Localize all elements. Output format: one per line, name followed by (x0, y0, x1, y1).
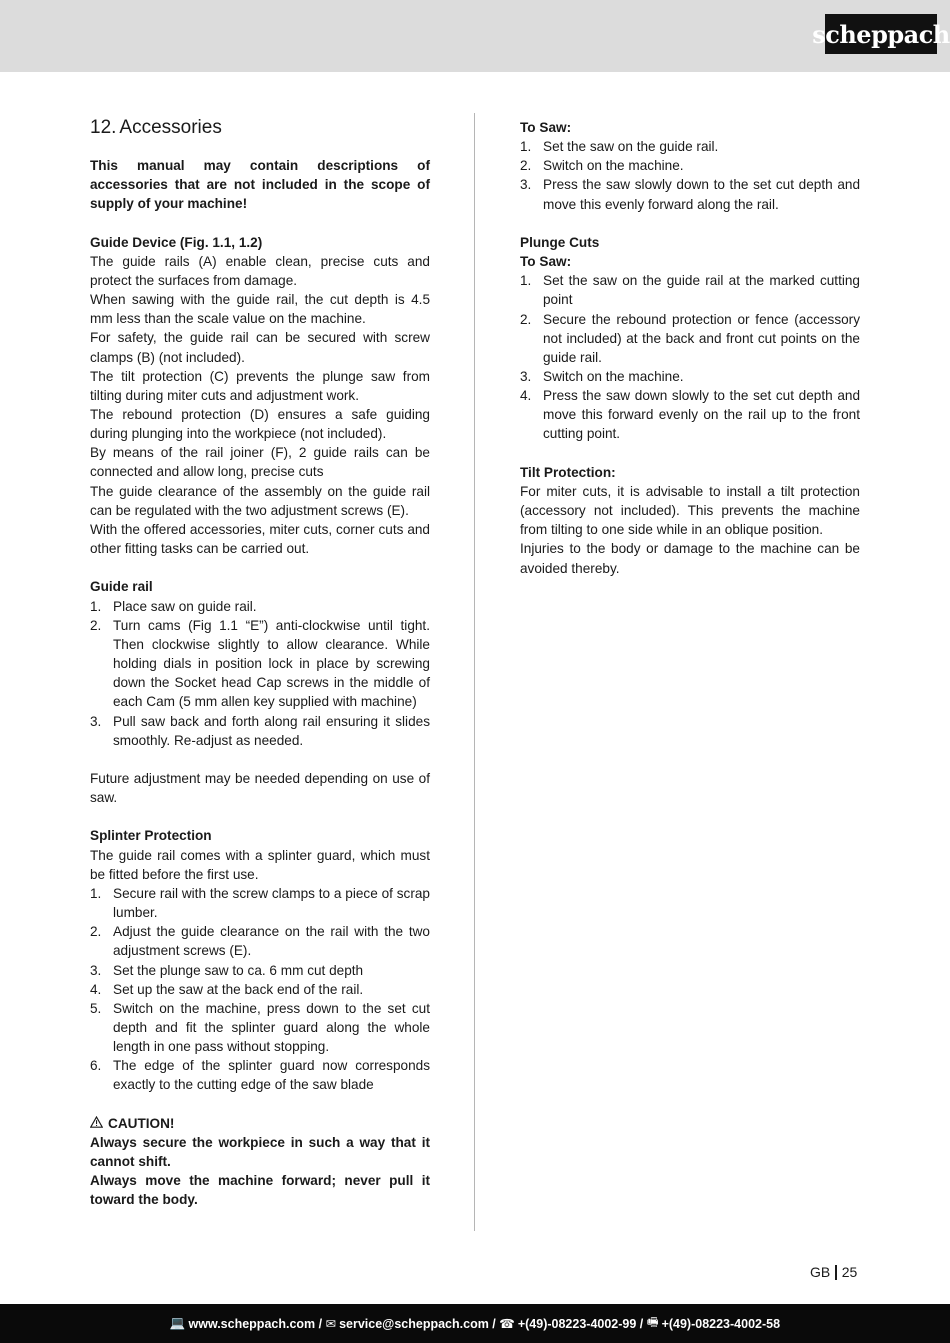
guide-device-paragraph: The tilt protection (C) prevents the plunge saw from tilting during miter cuts and adjustment work. (90, 368, 430, 403)
phone-icon: ☎ (499, 1317, 515, 1331)
intro-note: This manual may contain descriptions of accessories that are not included in the scope of supply of your machine! (90, 158, 430, 212)
section-title (90, 117, 430, 139)
list-item: 1. Place saw on guide rail. (90, 598, 257, 614)
list-item: 4. Press the saw down slowly to the set cut depth and move this forward evenly on the rail up to the front cutting point. (520, 388, 860, 442)
guide-device-paragraph: The guide rails (A) enable clean, precise cuts and protect the surfaces from damage. (90, 253, 430, 288)
plunge-cuts-heading: Plunge Cuts (520, 234, 600, 250)
splinter-intro: The guide rail comes with a splinter guard, which must be fitted before the first use. (90, 847, 430, 882)
page-language: GB (810, 1264, 831, 1280)
guide-device-paragraph: The rebound protection (D) ensures a safe guiding during plunging into the workpiece (not included). (90, 407, 430, 442)
guide-device-paragraph: For safety, the guide rail can be secured with screw clamps (B) (not included). (90, 330, 430, 365)
tilt-protection-heading: Tilt Protection: (520, 464, 616, 480)
guide-device-paragraph: When sawing with the guide rail, the cut depth is 4.5 mm less than the scale value on the machine. (90, 292, 430, 327)
caution-label: CAUTION! (108, 1115, 175, 1131)
footer-email[interactable]: service@scheppach.com (339, 1316, 489, 1331)
guide-device-heading: Guide Device (Fig. 1.1, 1.2) (90, 234, 263, 250)
list-item: 6. The edge of the splinter guard now corresponds exactly to the cutting edge of the saw blade (90, 1058, 430, 1093)
caution-line: Always secure the workpiece in such a way that it cannot shift. (90, 1134, 430, 1170)
footer-phone: +(49)-08223-4002-99 (517, 1316, 637, 1331)
guide-rail-steps (90, 597, 430, 750)
to-saw-heading: To Saw: (520, 120, 572, 135)
list-item: 2. Secure the rebound protection or fence (accessory not included) at the back and front cut points on the guide rail. (520, 311, 860, 365)
section-title-text: Accessories (119, 117, 222, 138)
list-item: 1. Set the saw on the guide rail. (520, 139, 719, 155)
tilt-paragraph: Injuries to the body or damage to the machine can be avoided thereby. (520, 541, 860, 576)
guide-device-paragraph: With the offered accessories, miter cuts, corner cuts and other fitting tasks can be carried out. (90, 521, 430, 557)
footer-website[interactable]: www.scheppach.com (188, 1316, 316, 1331)
list-item: 2. Switch on the machine. (520, 158, 684, 174)
plunge-to-saw-heading: To Saw: (520, 254, 572, 270)
computer-icon: 💻 (169, 1316, 186, 1330)
email-icon: ✉ (325, 1317, 337, 1331)
list-item: 5. Switch on the machine, press down to the set cut depth and fit the splinter guard along the whole length in one pass without stopping. (90, 1000, 430, 1055)
future-adjustment-note: Future adjustment may be needed depending on use of saw. (90, 770, 430, 806)
column-divider (474, 113, 475, 1231)
caution-heading (90, 1114, 430, 1133)
header-bar (0, 0, 950, 72)
section-number: 12. (90, 117, 117, 138)
tilt-paragraph: For miter cuts, it is advisable to install a tilt protection (accessory not included). This prevents the machine from tilting to one side while in an oblique position. (520, 483, 860, 538)
page-number (810, 1264, 857, 1280)
list-item: 2. Turn cams (Fig 1.1 “E”) anti-clockwise until tight. Then clockwise slightly to allow clearance. While holding dials in position lock in place by screwing down the Socket head Cap screws in the middle of each Cam (5 mm allen key supplied with machine) (90, 617, 430, 710)
fax-icon: 🖷 (646, 1315, 659, 1329)
right-column (520, 118, 860, 578)
guide-rail-heading: Guide rail (90, 579, 153, 595)
to-saw-steps (520, 137, 860, 214)
list-item: 3. Press the saw slowly down to the set cut depth and move this evenly forward along the rail. (520, 177, 860, 212)
list-item: 3. Set the plunge saw to ca. 6 mm cut depth (90, 962, 364, 978)
page-number-value: 25 (841, 1264, 858, 1280)
list-item: 1. Set the saw on the guide rail at the marked cutting point (520, 273, 860, 308)
splinter-heading: Splinter Protection (90, 828, 212, 844)
footer-bar: 💻 www.scheppach.com / ✉ service@scheppach.com / ☎ +(49)-08223-4002-99 / 🖷 +(49)-08223-4002-58 (0, 1304, 950, 1343)
list-item: 4. Set up the saw at the back end of the rail. (90, 981, 364, 997)
warning-triangle-icon (90, 1114, 104, 1133)
page-separator (835, 1265, 837, 1280)
list-item: 2. Adjust the guide clearance on the rail with the two adjustment screws (E). (90, 924, 430, 959)
list-item: 3. Pull saw back and forth along rail ensuring it slides smoothly. Re-adjust as needed. (90, 713, 430, 748)
guide-device-paragraph: The guide clearance of the assembly on the guide rail can be regulated with the two adjustment screws (E). (90, 483, 430, 518)
plunge-steps (520, 271, 860, 443)
list-item: 1. Secure rail with the screw clamps to a piece of scrap lumber. (90, 885, 430, 921)
list-item: 3. Switch on the machine. (520, 369, 684, 385)
caution-line: Always move the machine forward; never pull it toward the body. (90, 1173, 430, 1208)
splinter-steps (90, 884, 430, 1095)
footer-fax: +(49)-08223-4002-58 (661, 1316, 781, 1331)
brand-logo: scheppach (825, 14, 937, 54)
guide-device-paragraph: By means of the rail joiner (F), 2 guide rails can be connected and allow long, precise cuts (90, 445, 430, 480)
left-column (90, 117, 430, 1210)
